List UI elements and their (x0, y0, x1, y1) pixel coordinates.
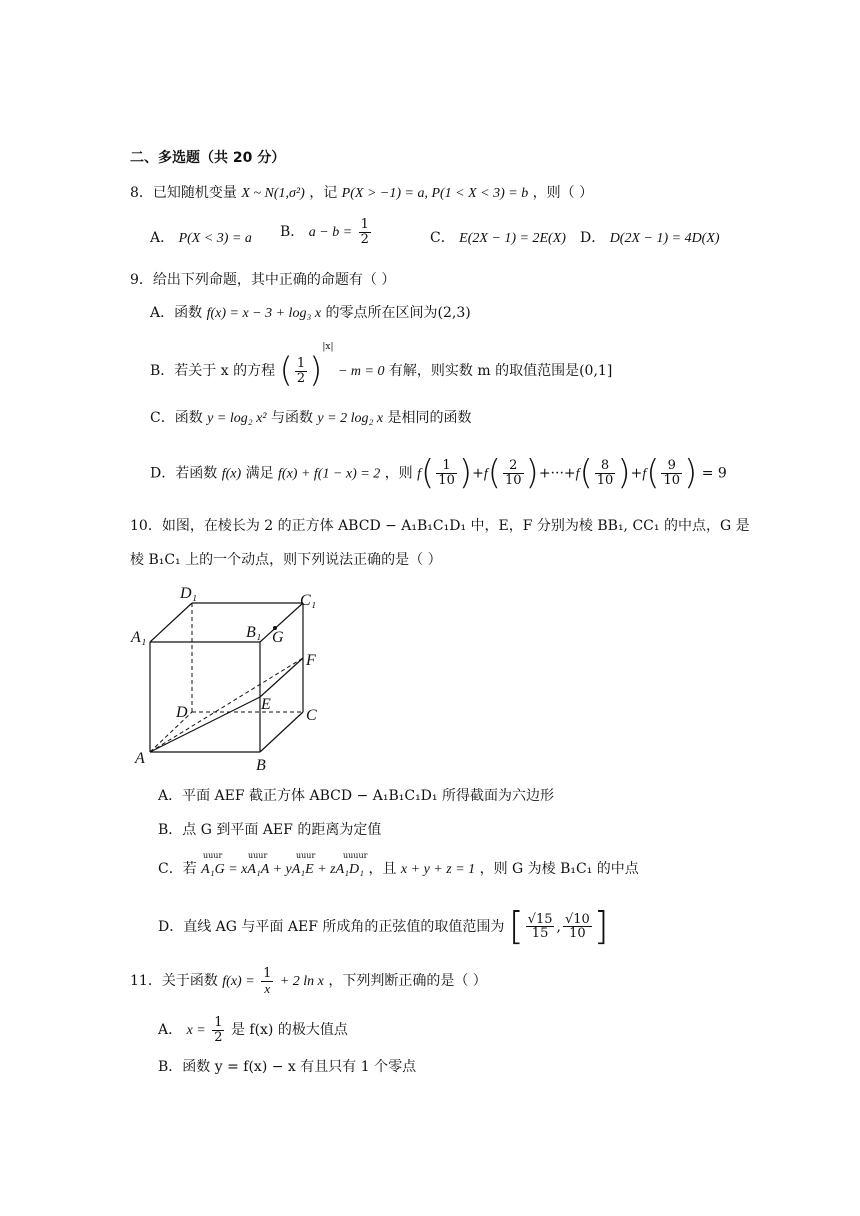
q10-option-a[interactable]: A．平面 AEF 截正方体 ABCD − A₁B₁C₁D₁ 所得截面为六边形 (158, 788, 554, 804)
q10-option-d[interactable]: D．直线 AG 与平面 AEF 所成角的正弦值的取值范围为 [ $\frac{√15}{15}$ , $\frac{√10}{10}$ ] (158, 904, 609, 948)
q9-option-b[interactable] (150, 342, 612, 391)
label-d1: D₁ (180, 585, 198, 602)
q9-b-lparen: ( (279, 350, 293, 391)
q10-stem-line2: 棱 B₁C₁ 上的一个动点，则下列说法正确的是（ ） (130, 552, 442, 568)
q8-c-expr: E(2X − 1) = 2E(X) (459, 231, 566, 246)
q10-d-frac1: $\frac{√15}{15}$ (527, 911, 553, 942)
q9-c-post: 是相同的函数 (387, 410, 472, 426)
q10-stem-line1: 10．如图，在棱长为 2 的正方体 ABCD − A₁B₁C₁D₁ 中，E，F 分别为棱 BB₁, CC₁ 的中点，G 是 (130, 518, 750, 534)
q9-d-eq: = 9 (701, 465, 727, 482)
q11-a-frac: $\frac{1}{2}$ (214, 1015, 223, 1045)
label-a1: A₁ (131, 629, 147, 646)
q9-a-post: 的零点所在区间为(2,3) (325, 305, 471, 321)
q9-d-fx: f(x) (221, 466, 242, 482)
q9-stem: 9．给出下列命题，其中正确的命题有（ ） (130, 272, 396, 288)
q8-d-label: D． (580, 230, 606, 246)
q11-option-b[interactable]: B．函数 y = f(x) − x 有且只有 1 个零点 (158, 1059, 417, 1075)
label-b1: B₁ (246, 624, 262, 641)
q10-d-rbracket: ] (593, 904, 609, 948)
q9-a-expr: f(x) = x − 3 + log₃ x (206, 306, 322, 321)
q10-d-frac2: $\frac{√10}{10}$ (564, 911, 590, 942)
q9-b-exponent: |x| (322, 342, 334, 352)
q9-d-pre: D．若函数 (150, 465, 218, 482)
q11-option-a[interactable] (158, 1016, 348, 1044)
q9-b-pre: B．若关于 x 的方程 (150, 363, 276, 379)
q10-d-lbracket: [ (508, 904, 524, 948)
q10-option-c[interactable] (158, 861, 639, 879)
q8-distribution: X ~ N(1,σ²) (241, 186, 305, 201)
q11-a-expr: x = (186, 1023, 206, 1039)
q9-b-fraction: $\frac{1}{2}$ (296, 355, 306, 386)
q10-c-pre: C．若 (158, 861, 197, 877)
q8-c-label: C． (430, 230, 455, 246)
q11-a-label: A． (158, 1022, 183, 1039)
q10-c-vecmark-2: uuur (248, 851, 268, 860)
q9-d-frac2: $\frac{2}{10}$ (505, 458, 522, 488)
q11-stem-pre: 11．关于函数 (130, 973, 218, 990)
q8-d-expr: D(2X − 1) = 4D(X) (609, 231, 720, 246)
q10-c-vecmark-3: uuur (296, 851, 316, 860)
q9-d-f1: f (417, 466, 422, 482)
q10-option-b[interactable]: B．点 G 到平面 AEF 的距离为定值 (158, 822, 382, 838)
q10-c-expr: A₁G = xA₁A + yA₁E + zA₁D₁ (201, 862, 365, 877)
label-g: G (272, 629, 284, 646)
q11-a-post: 是 f(x) 的极大值点 (230, 1022, 348, 1039)
section-title: 二、多选题（共 20 分） (130, 150, 286, 166)
q11-stem-post: ，下列判断正确的是（ ） (328, 973, 487, 990)
q9-c-expr2: y = 2 log₂ x (317, 411, 384, 426)
q11-stem-expr-pre: f(x) = (222, 974, 255, 990)
q9-c-expr1: y = log₂ x² (207, 411, 267, 426)
label-f: F (306, 652, 316, 669)
q8-b-expr: a − b = (308, 225, 353, 241)
q9-d-plus1: + (472, 465, 484, 482)
q10-c-vecmark-4: uuuur (343, 851, 368, 860)
q11-stem-frac: $\frac{1}{x}$ (263, 966, 272, 996)
q9-option-c[interactable] (150, 410, 472, 428)
q9-d-f2: f (483, 466, 488, 482)
q8-b-fraction: $\frac{1}{2}$ (360, 217, 369, 247)
q10-d-pre: D．直线 AG 与平面 AEF 所成角的正弦值的取值范围为 (158, 918, 505, 935)
q9-c-mid: 与函数 (270, 410, 313, 426)
q8-stem-mid: ，记 (309, 185, 338, 201)
label-d: D (176, 704, 188, 721)
q9-d-frac8: $\frac{8}{10}$ (596, 458, 614, 488)
q9-c-pre: C．函数 (150, 410, 203, 426)
q9-b-rparen: ) (309, 350, 323, 391)
q9-d-frac9: $\frac{9}{10}$ (663, 458, 681, 488)
cube-figure (120, 580, 340, 775)
q9-d-mid: 满足 (245, 465, 274, 482)
q8-option-d[interactable] (580, 230, 720, 248)
q8-stem (130, 185, 593, 203)
q11-stem-expr-post: + 2 ln x (279, 974, 324, 990)
q8-stem-post: ，则（ ） (532, 185, 594, 201)
label-b: B (256, 757, 266, 774)
q9-option-d[interactable]: D．若函数 f(x) 满足 f(x) + f(1 − x) = 2 ，则 f( $\frac{1}{10}$ )+f( $\frac{2}{10}$ )+···+f( $\frac{8}{10}$ )+f( $\frac{9}{10}$ ) = 9 (150, 453, 727, 493)
q9-a-pre: A．函数 (150, 305, 203, 321)
q10-c-mid: ，且 (368, 861, 397, 877)
q8-a-label: A． (150, 230, 175, 246)
label-a: A (135, 750, 145, 767)
q9-d-f4: f (642, 466, 647, 482)
q8-option-a[interactable] (150, 230, 252, 248)
q8-option-b[interactable] (280, 218, 373, 246)
label-e: E (261, 696, 271, 713)
q9-option-a[interactable] (150, 305, 471, 323)
q8-option-c[interactable] (430, 230, 566, 248)
q9-d-dots: +···+ (538, 465, 576, 482)
q10-c-cond: x + y + z = 1 (400, 862, 476, 877)
q11-stem (130, 967, 487, 995)
q8-a-expr: P(X < 3) = a (178, 231, 252, 246)
q9-b-post: 有解，则实数 m 的取值范围是(0,1] (388, 363, 613, 379)
q9-d-f3: f (575, 466, 580, 482)
q10-c-post: ，则 G 为棱 B₁C₁ 的中点 (479, 861, 639, 877)
q8-b-label: B． (280, 224, 305, 241)
q9-d-then: ，则 (384, 465, 413, 482)
q8-probabilities: P(X > −1) = a, P(1 < X < 3) = b (341, 186, 529, 201)
q9-b-mid: − m = 0 (337, 364, 385, 379)
q9-d-plus2: + (630, 465, 643, 482)
q10-c-vecmark-1: uuur (203, 851, 223, 860)
label-c1: C₁ (300, 592, 317, 609)
label-c: C (306, 707, 317, 724)
q8-stem-pre: 8．已知随机变量 (130, 185, 237, 201)
q9-d-frac1: $\frac{1}{10}$ (438, 458, 455, 488)
q9-d-expr: f(x) + f(1 − x) = 2 (278, 466, 381, 482)
